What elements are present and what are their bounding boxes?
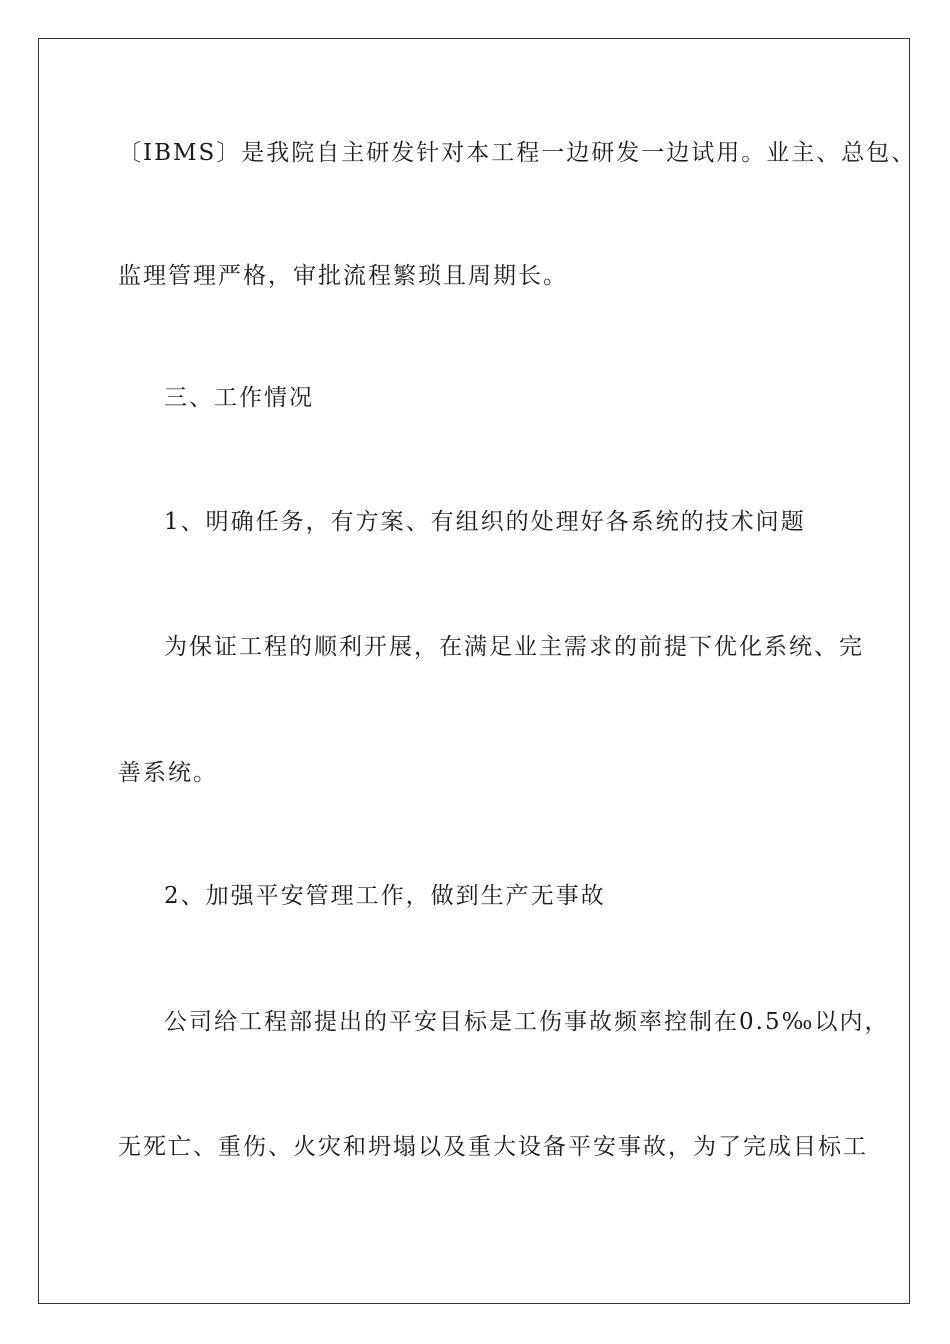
page-border [38,38,910,1304]
body-text-line: 公司给工程部提出的平安目标是工伤事故频率控制在0.5‰以内， [164,1009,890,1035]
body-text-line: 监理管理严格，审批流程繁琐且周期长。 [118,263,568,289]
body-text-line: 善系统。 [118,760,218,786]
body-text-line: 〔IBMS〕是我院自主研发针对本工程一边研发一边试用。业主、总包、 [118,140,917,166]
section-heading: 三、工作情况 [164,385,314,411]
body-text-line: 为保证工程的顺利开展，在满足业主需求的前提下优化系统、完 [164,634,864,660]
subsection-heading: 1、明确任务，有方案、有组织的处理好各系统的技术问题 [164,509,806,535]
subsection-heading: 2、加强平安管理工作，做到生产无事故 [164,883,606,909]
body-text-line: 无死亡、重伤、火灾和坍塌以及重大设备平安事故，为了完成目标工 [118,1134,868,1160]
